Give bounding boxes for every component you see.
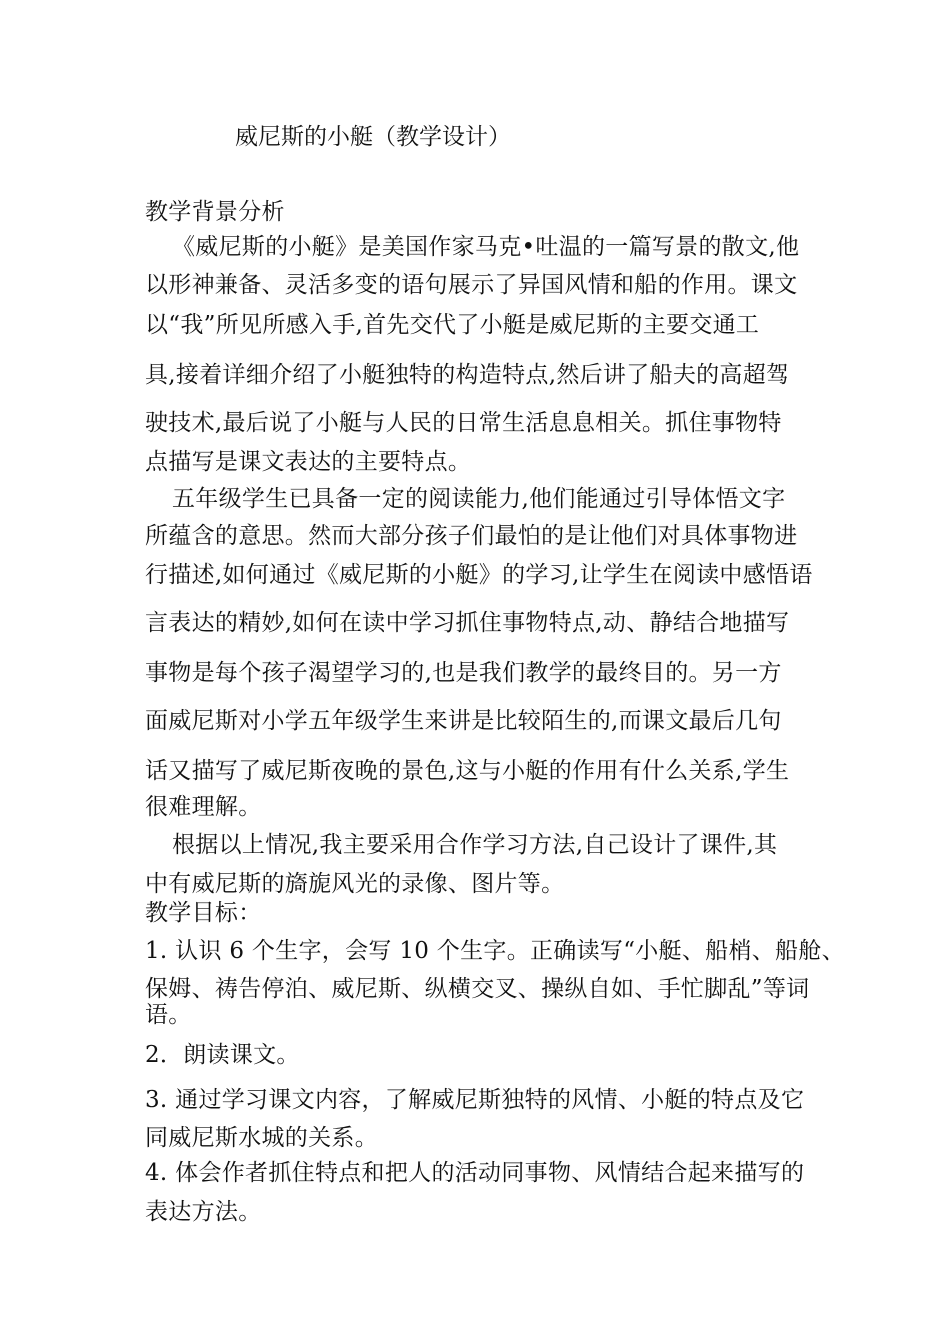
goal-item-line: 1. 认识 6 个生字，会写 10 个生字。正确读写“小艇、船梢、船舱、 — [145, 938, 845, 964]
paragraph-line: 以“我”所见所感入手,首先交代了小艇是威尼斯的主要交通工 — [145, 312, 760, 338]
paragraph-line: 很难理解。 — [145, 794, 262, 820]
paragraph-line: 中有威尼斯的旖旎风光的录像、图片等。 — [145, 871, 565, 897]
goal-item-line: 3. 通过学习课文内容，了解威尼斯独特的风情、小艇的特点及它 — [145, 1087, 805, 1113]
goal-item-line: 语。 — [145, 1002, 192, 1028]
paragraph-line: 五年级学生已具备一定的阅读能力,他们能通过引导体悟文字 — [172, 486, 786, 512]
paragraph-line: 具,接着详细介绍了小艇独特的构造特点,然后讲了船夫的高超驾 — [145, 362, 790, 388]
paragraph-line: 事物是每个孩子渴望学习的,也是我们教学的最终目的。另一方 — [145, 660, 782, 686]
paragraph-line: 言表达的精妙,如何在读中学习抓住事物特点,动、静结合地描写 — [145, 610, 790, 636]
goal-item-line: 保姆、祷告停泊、威尼斯、纵横交叉、操纵自如、手忙脚乱”等词 — [145, 976, 810, 1002]
paragraph-line: 驶技术,最后说了小艇与人民的日常生活息息相关。抓住事物特 — [145, 410, 782, 436]
paragraph-line: 以形神兼备、灵活多变的语句展示了异国风情和船的作用。课文 — [145, 272, 798, 298]
goal-item-line: 表达方法。 — [145, 1199, 262, 1225]
goal-item-line: 4. 体会作者抓住特点和把人的活动同事物、风情结合起来描写的 — [145, 1160, 805, 1186]
document-title: 威尼斯的小艇（教学设计） — [235, 124, 511, 150]
section-heading-background: 教学背景分析 — [145, 199, 285, 225]
goal-item-line: 2．朗读课文。 — [145, 1042, 300, 1068]
paragraph-line: 所蕴含的意思。然而大部分孩子们最怕的是让他们对具体事物进 — [145, 523, 798, 549]
paragraph-line: 行描述,如何通过《威尼斯的小艇》的学习,让学生在阅读中感悟语 — [145, 562, 813, 588]
goal-item-line: 同威尼斯水城的关系。 — [145, 1125, 378, 1151]
paragraph-line: 点描写是课文表达的主要特点。 — [145, 449, 472, 475]
paragraph-line: 根据以上情况,我主要采用合作学习方法,自己设计了课件,其 — [172, 832, 778, 858]
paragraph-line: 《威尼斯的小艇》是美国作家马克•吐温的一篇写景的散文,他 — [172, 234, 800, 260]
section-heading-goals: 教学目标： — [145, 900, 262, 926]
paragraph-line: 面威尼斯对小学五年级学生来讲是比较陌生的,而课文最后几句 — [145, 708, 782, 734]
paragraph-line: 话又描写了威尼斯夜晚的景色,这与小艇的作用有什么关系,学生 — [145, 758, 790, 784]
